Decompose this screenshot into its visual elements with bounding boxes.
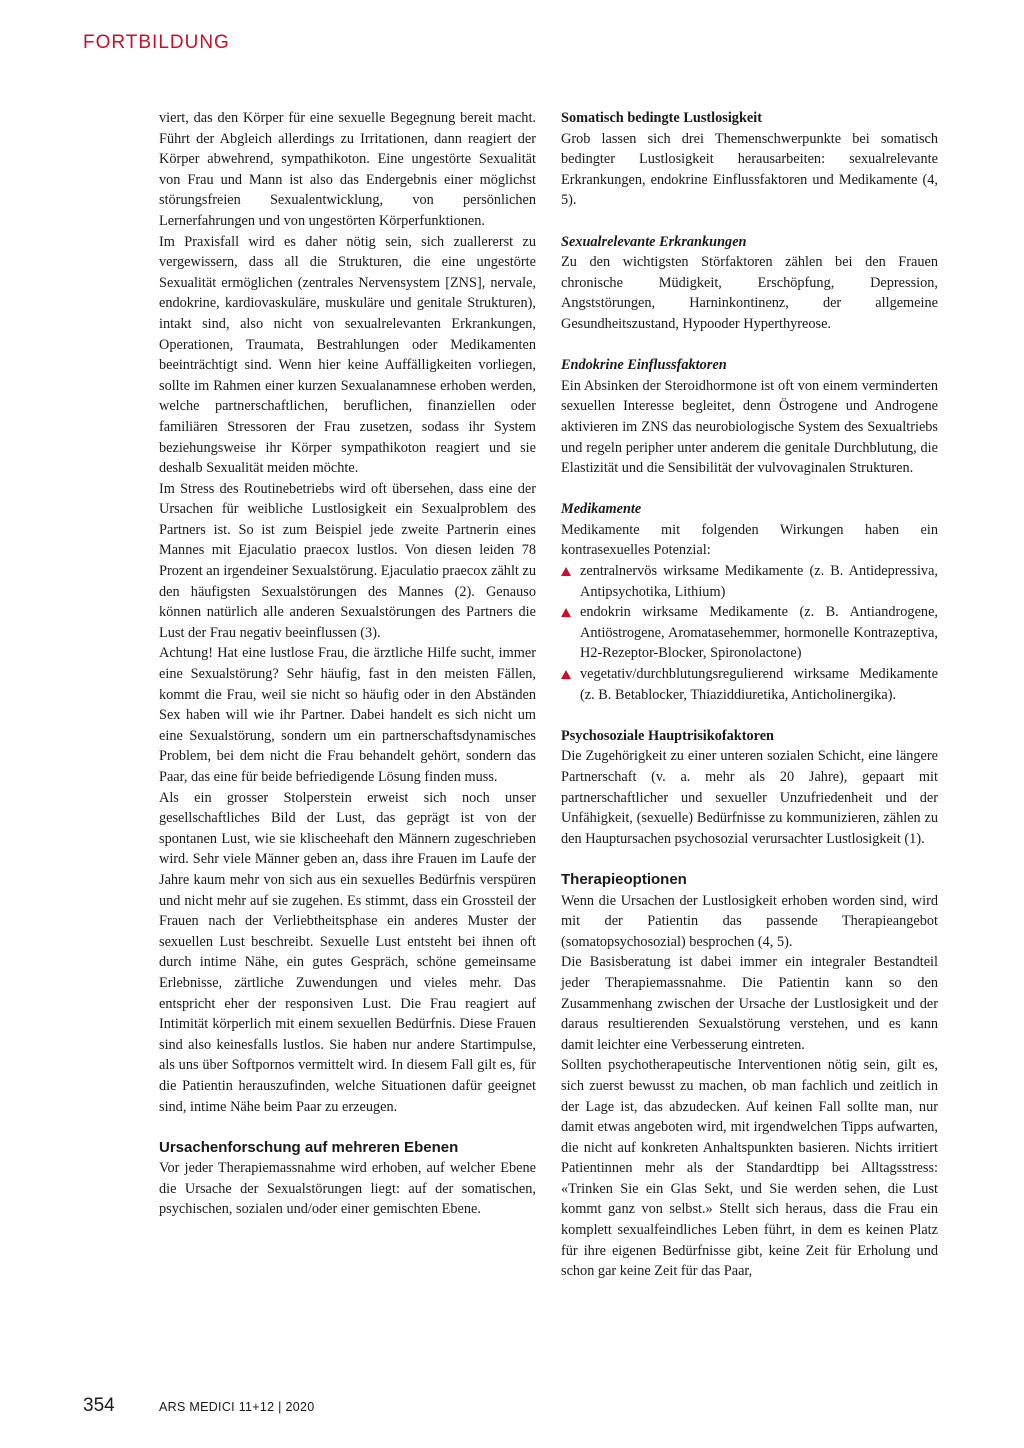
paragraph: Im Praxisfall wird es daher nötig sein, sich zuallererst zu vergewissern, dass all die Strukturen, die eine ungestörte Sexualität ermöglichen (zentrales Nervensystem [ZNS], nervale, endokrine, kardiovaskuläre, muskuläre und genitale Strukturen), intakt sind, also nicht von sexualrelevanten Erkrankungen, Operationen, Traumata, Bestrahlungen oder Medikamenten beeinträchtigt sind. Wenn hier keine Auffälligkeiten vorliegen, sollte im Rahmen einer kurzen Sexualanamnese erhoben werden, welche partnerschaftlichen, beruflichen, finanziellen oder familiären Stressoren der Frau zusetzen, sodass ihr System beziehungsweise ihr Körper sympathikoton reagiert und sie deshalb Sexualität meiden möchte. xyxy=(159,233,536,477)
heading-medikamente: Medikamente xyxy=(561,501,642,518)
paragraph: Sollten psychotherapeutische Interventionen nötig sein, gilt es, sich zuerst bewusst zu machen, ob man fachlich und zeitlich in der Lage ist, das abzudecken. Auf keinen Fall sollte man, nur damit etwas angeboten wird, mit irgendwelchen Tipps aufwarten, die nicht auf konkreten Anhaltspunkten basieren. Nichts irritiert Patientinnen mehr als der Standardtipp bei Alltagsstress: «Trinken Sie ein Glas Sekt, und Sie werden sehen, die Lust kommt ganz von selbst.» Stellt sich heraus, dass die Frau ein komplett sexualfeindliches Leben führt, in dem es keinen Platz für ihre eigenen Bedürfnisse gibt, keine Zeit für Erholung und schon gar keine Zeit für das Paar, xyxy=(561,1057,938,1280)
right-column xyxy=(561,108,938,1282)
paragraph: Ein Absinken der Steroidhormone ist oft von einem verminderten sexuellen Interesse begleitet, denn Östrogene und Androgene aktivieren im ZNS das neurobiologische System des Sexualtriebs und regeln peripher unter anderem die genitale Durchblutung, die Elastizität und die Sensibilität der vulvovaginalen Strukturen. xyxy=(561,377,938,477)
section-label: FORTBILDUNG xyxy=(83,32,230,53)
paragraph: Medikamente mit folgenden Wirkungen haben ein kontrasexuelles Potenzial: xyxy=(561,521,938,559)
left-column xyxy=(159,108,536,1220)
list-item: vegetativ/durchblutungsregulierend wirksame Medikamente (z. B. Betablocker, Thiaziddiuretika, Anticholinergika). xyxy=(561,664,938,705)
triangle-bullet-icon xyxy=(561,608,571,617)
heading-somatisch: Somatisch bedingte Lustlosigkeit xyxy=(561,110,762,126)
heading-ursachenforschung: Ursachenforschung auf mehreren Ebenen xyxy=(159,1138,459,1156)
paragraph: Die Zugehörigkeit zu einer unteren sozialen Schicht, eine längere Partnerschaft (v. a. mehr als 20 Jahre), gepaart mit partnerschaftlicher und sexueller Unzufriedenheit und der Unfähigkeit, (sexuelle) Bedürfnisse zu kommunizieren, zählen zu den Hauptursachen psychosozial verursachter Lustlosigkeit (1). xyxy=(561,748,938,847)
list-item: endokrin wirksame Medikamente (z. B. Antiandrogene, Antiöstrogene, Aromatasehemmer, hormonelle Kontrazeptiva, H2-Rezeptor-Blocker, Spironolactone) xyxy=(561,602,938,664)
paragraph: Als ein grosser Stolperstein erweist sich noch unser gesellschaftliches Bild der Lust, das geprägt ist von der spontanen Lust, wie sie klischeehaft den Männern zugeschrieben wird. Sehr viele Männer geben an, dass ihre Frauen im Laufe der Jahre kaum mehr von sich aus ein sexuelles Bedürfnis verspüren und nicht mehr auf sie zugehen. Es stimmt, dass ein Grossteil der Frauen nach der Verliebtheitsphase ein anderes Muster der sexuellen Lust beschreibt. Sexuelle Lust entsteht bei ihnen oft durch intime Nähe, ein gutes Gespräch, schöne gemeinsame Erlebnisse, zärtliche Zuwendungen und vieles mehr. Das entspricht eher der responsiven Lust. Die Frau reagiert auf Intimität körperlich mit einem sexuellen Bedürfnis. Diese Frauen sind also keinesfalls lustlos. Sie haben nur andere Startimpulse, als uns über Softpornos vermittelt wird. In diesem Fall gilt es, für die Patientin herauszufinden, welche Situationen dafür geeignet sind, intime Nähe beim Paar zu erzeugen. xyxy=(159,789,536,1115)
paragraph: Grob lassen sich drei Themenschwerpunkte bei somatisch bedingter Lustlosigkeit herausarbeiten: sexualrelevante Erkrankungen, endokrine Einflussfaktoren und Medikamente (4, 5). xyxy=(561,130,938,209)
triangle-bullet-icon xyxy=(561,567,571,576)
paragraph: viert, das den Körper für eine sexuelle Begegnung bereit macht. Führt der Abgleich allerdings zu Irritationen, dann reagiert der Körper abwehrend, sympathikoton. Eine ungestörte Sexualität von Frau und Mann ist also das Endergebnis einer möglichst störungsfreien Sexualentwicklung, von persönlichen Lernerfahrungen und von ungestörten Körperfunktionen. xyxy=(159,110,536,229)
medication-list xyxy=(561,561,938,705)
heading-psychosozial: Psychosoziale Hauptrisikofaktoren xyxy=(561,727,775,744)
paragraph: Vor jeder Therapiemassnahme wird erhoben, auf welcher Ebene die Ursache der Sexualstörungen liegt: auf der somatischen, psychischen, sozialen und/oder einer gemischten Ebene. xyxy=(159,1160,536,1218)
page-number: 354 xyxy=(83,1395,115,1416)
triangle-bullet-icon xyxy=(561,670,571,679)
heading-erkrankungen: Sexualrelevante Erkrankungen xyxy=(561,233,747,250)
heading-endokrin: Endokrine Einflussfaktoren xyxy=(561,357,727,374)
paragraph: Achtung! Hat eine lustlose Frau, die ärztliche Hilfe sucht, immer eine Sexualstörung? Sehr häufig, fast in den meisten Fällen, kommt die Frau, weil sie nicht so häufig oder in den Abständen Sex haben will wie ihr Partner. Dabei handelt es sich nicht um eine Sexualstörung, sondern um ein partnerschaftsdynamisches Problem, bei dem nicht die Frau behandelt gehört, sondern das Paar, das eine für beide befriedigende Lösung finden muss. xyxy=(159,645,536,785)
journal-title: ARS MEDICI 11+12 | 2020 xyxy=(159,1400,315,1414)
heading-therapieoptionen: Therapieoptionen xyxy=(561,870,687,888)
list-item: zentralnervös wirksame Medikamente (z. B. Antidepressiva, Antipsychotika, Lithium) xyxy=(561,561,938,602)
paragraph: Die Basisberatung ist dabei immer ein integraler Bestandteil jeder Therapiemassnahme. Die Patientin kann so den Zusammenhang zwischen der Ursache der Lustlosigkeit und der daraus resultierenden Sexualstörung verstehen, und es kann damit leichter eine Verbesserung eintreten. xyxy=(561,954,938,1053)
paragraph: Wenn die Ursachen der Lustlosigkeit erhoben worden sind, wird mit der Patientin das passende Therapieangebot (somatopsychosozial) besprochen (4, 5). xyxy=(561,892,938,950)
paragraph: Im Stress des Routinebetriebs wird oft übersehen, dass eine der Ursachen für weibliche Lustlosigkeit ein Sexualproblem des Partners ist. So ist zum Beispiel jede zweite Partnerin eines Mannes mit Ejaculatio praecox lustlos. Von diesen leiden 78 Prozent an irgendeiner Sexualstörung. Ejaculatio praecox zählt zu den häufigsten Sexualstörungen des Mannes (2). Genauso können natürlich alle anderen Sexualstörungen des Partners die Lust der Frau negativ beeinflussen (3). xyxy=(159,480,536,641)
paragraph: Zu den wichtigsten Störfaktoren zählen bei den Frauen chronische Müdigkeit, Erschöpfung, Depression, Angststörungen, Harninkontinenz, der allgemeine Gesundheitszustand, Hypooder Hyperthyreose. xyxy=(561,254,938,332)
